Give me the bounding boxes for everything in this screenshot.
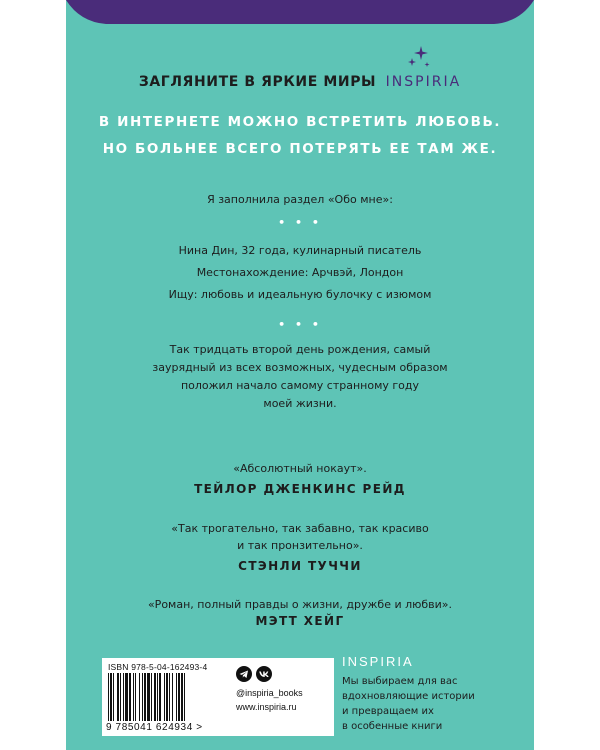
vk-icon[interactable] <box>256 666 272 682</box>
social-handle[interactable]: @inspiria_books <box>236 688 303 698</box>
series-header-lead: ЗАГЛЯНИТЕ В ЯРКИЕ МИРЫ <box>138 74 377 90</box>
paragraph-line-2: заурядный из всех возможных, чудесным образом <box>152 361 448 374</box>
profile-line-1: Нина Дин, 32 года, кулинарный писатель <box>178 244 422 257</box>
separator-dots: • • • <box>278 216 322 229</box>
quote-1-line-1: «Абсолютный нокаут». <box>233 462 367 475</box>
profile-line-2: Местонахождение: Арчвэй, Лондон <box>196 266 404 279</box>
barcode-panel <box>102 658 334 736</box>
intro-text: Я заполнила раздел «Обо мне»: <box>207 193 393 206</box>
series-header <box>66 74 534 90</box>
book-back-cover <box>66 0 534 750</box>
footer-brand-name: INSPIRIA <box>342 654 414 669</box>
footer-desc-line-3: и превращаем их <box>342 706 434 717</box>
paragraph-line-3: положил начало самому странному году <box>180 379 420 392</box>
quote-3-author: МЭТТ ХЕЙГ <box>255 614 345 628</box>
tagline-line-1: В ИНТЕРНЕТЕ МОЖНО ВСТРЕТИТЬ ЛЮБОВЬ. <box>98 114 502 130</box>
footer-desc-line-4: в особенные книги <box>342 721 443 732</box>
sparkle-icon <box>406 44 432 70</box>
footer-desc-line-1: Мы выбираем для вас <box>342 676 458 687</box>
profile-line-3: Ищу: любовь и идеальную булочку с изюмом <box>168 288 432 301</box>
separator-dots: • • • <box>278 318 322 331</box>
website-link[interactable]: www.inspiria.ru <box>236 702 297 712</box>
paragraph-line-4: моей жизни. <box>263 397 337 410</box>
quote-1-author: ТЕЙЛОР ДЖЕНКИНС РЕЙД <box>194 482 406 496</box>
footer-desc-line-2: вдохновляющие истории <box>342 691 475 702</box>
quote-2-line-2: и так пронзительно». <box>237 539 363 552</box>
footer-brand-description <box>342 674 475 734</box>
telegram-icon[interactable] <box>236 666 252 682</box>
quote-2-author: СТЭНЛИ ТУЧЧИ <box>238 559 362 573</box>
isbn-text: ISBN 978-5-04-162493-4 <box>108 662 208 672</box>
tagline-line-2: НО БОЛЬНЕЕ ВСЕГО ПОТЕРЯТЬ ЕЕ ТАМ ЖЕ. <box>102 141 498 157</box>
series-brand: INSPIRIA <box>385 74 462 90</box>
quote-2-line-1: «Так трогательно, так забавно, так красиво <box>171 522 429 535</box>
paragraph-line-1: Так тридцать второй день рождения, самый <box>169 343 431 356</box>
quote-3-line-1: «Роман, полный правды о жизни, дружбе и любви». <box>147 598 453 611</box>
barcode-image <box>108 673 226 721</box>
top-notch-decoration <box>66 0 534 30</box>
barcode-digits: 9 785041 624934 > <box>106 722 203 733</box>
